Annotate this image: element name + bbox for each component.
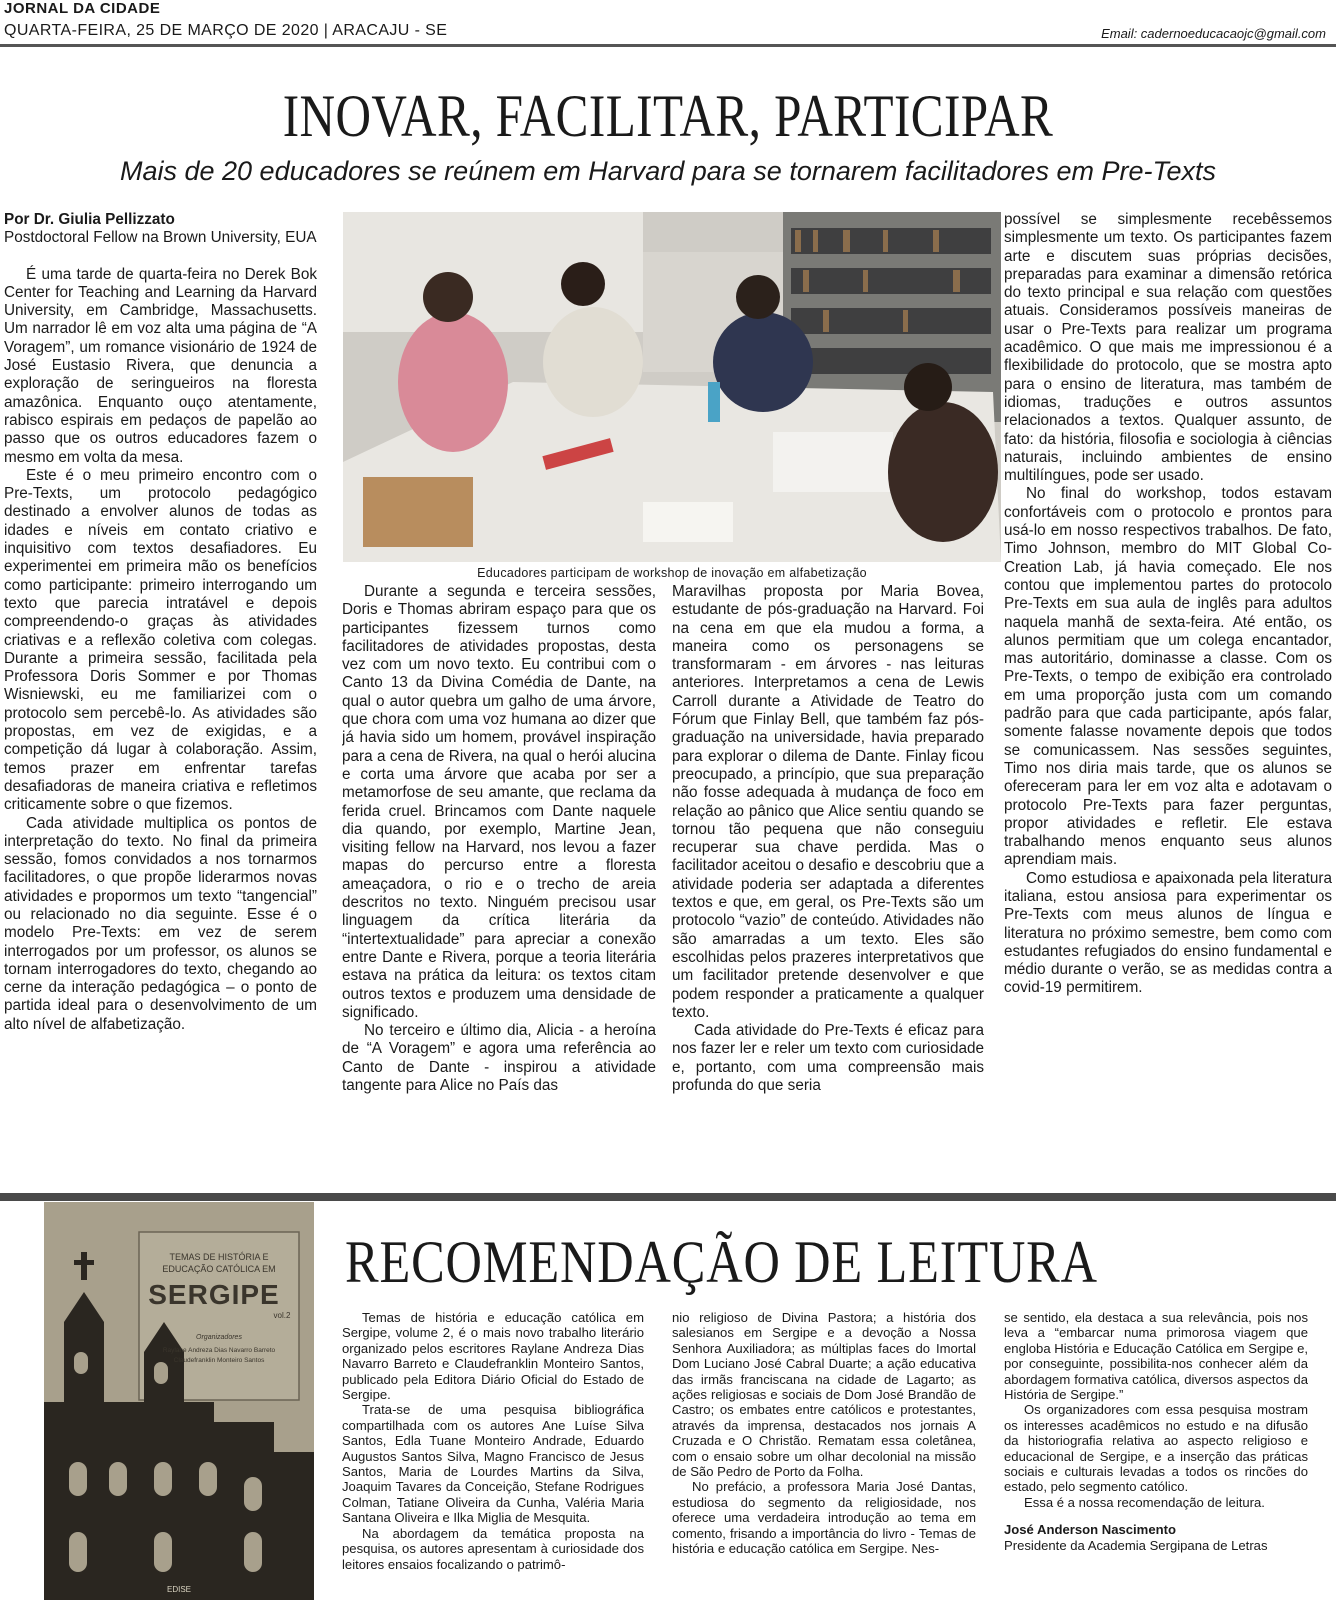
masthead-rule	[0, 44, 1336, 47]
book-volume: vol.2	[273, 1311, 291, 1320]
subheadline: Mais de 20 educadores se reúnem em Harvard para se tornarem facilitadores em Pre-Texts	[119, 156, 1216, 186]
book-organizer-1: Raylane Andreza Dias Navarro Barreto	[162, 1347, 276, 1354]
headline: INOVAR, FACILITAR, PARTICIPAR	[282, 83, 1054, 149]
signature-role: Presidente da Academia Sergipana de Letras	[1004, 1537, 1268, 1553]
paragraph: No terceiro e último dia, Alicia - a heroína de “A Voragem” e agora uma referência ao Canto de Dante - inspirou a atividade tangente para Alice no País das	[342, 1022, 656, 1095]
signature-name: José Anderson Nascimento	[1004, 1522, 1176, 1538]
newspaper-name: JORNAL DA CIDADE	[4, 0, 161, 17]
author-role: Postdoctoral Fellow na Brown University, EUA	[4, 229, 317, 247]
book-organizer-2: Claudefranklin Monteiro Santos	[173, 1357, 265, 1364]
paragraph: Cada atividade multiplica os pontos de interpretação do texto. No final da primeira sessão, fomos convidados a nos tornarmos facilitadores, o que propõe liderarmos novas atividades e propormos um texto “tangencial” ou relacionado no dia seguinte. Esse é o modelo Pre-Texts: em vez de serem interrogados por um professor, os alunos se tornam interrogadores do texto, chegando ao cerne da interação pedagógica – o ponto de partida ideal para o desenvolvimento de um alto nível de alfabetização.	[4, 814, 317, 1033]
paragraph: Como estudiosa e apaixonada pela literatura italiana, estou ansiosa para experimentar os Pre-Texts com meus alunos de língua e literatura no próximo semestre, bem como com estudantes refugiados do ensino fundamental e médio durante o verão, se as medidas contra a covid-19 permitirem.	[1004, 869, 1332, 997]
book-cover-illustration	[44, 1202, 314, 1600]
paragraph: É uma tarde de quarta-feira no Derek Bok Center for Teaching and Learning da Harvard University, em Cambridge, Massachusetts. Um narrador lê em voz alta uma página de “A Voragem”, um romance visionário de 1924 de José Eustasio Rivera, que denuncia a exploração de seringueiros na floresta amazônica. Enquanto ouço atentamente, rabisco espirais em pedaços de papelão ao passo que os outros educadores fazem o mesmo em volta da mesa.	[4, 265, 317, 466]
paragraph: No final do workshop, todos estavam confortáveis com o protocolo e prontos para usá-lo em nosso respectivos trabalhos. De fato, Timo Johnson, membro do MIT Global Co-Creation Lab, já havia começado. Ele nos contou que implementou partes do protocolo Pre-Texts em sua aula de inglês para adultos naquela manhã de sexta-feira. Até então, os alunos permitiam que um colega encantador, mas autoritário, dominasse a classe. Com os Pre-Texts, o tempo de exibição era controlado em uma proporção justa com um comando padrão para que cada participante, após falar, somente falasse novamente depois que todos se comunicassem. Nas sessões seguintes, Timo nos diria mais tarde, que os alunos se ofereceram para ler em voz alta e adotavam o protocolo Pre-Texts para fazer perguntas, propor atividades e refletir. Ele estava trabalhando menos enquanto seus alunos aprendiam mais.	[1004, 485, 1332, 869]
section-heading: RECOMENDAÇÃO DE LEITURA	[345, 1229, 1098, 1295]
article-column-3	[672, 583, 984, 1183]
paragraph: nio religioso de Divina Pastora; a história dos salesianos em Sergipe e a devoção a Nossa Senhora Auxiliadora; as múltiplas faces do Imortal Dom Luciano José Cabral Duarte; a ação educativa das irmãs franciscana na cidade de Lagarto; as ações religiosas e sociais de Dom José Brandão de Castro; os embates entre católicos e protestantes, através da imprensa, destacados nos jornais A Cruzada e O Christão. Rematam essa coletânea, com o ensaio sobre um olhar decolonial na missão de São Pedro de Porto da Folha.	[672, 1310, 976, 1480]
paragraph: Temas de história e educação católica em Sergipe, volume 2, é o mais novo trabalho literário organizado pelos escritores Raylane Andreza Dias Navarro Barreto e Claudefranklin Monteiro Santos, publicado pela Editora Diário Oficial do Estado de Sergipe.	[342, 1310, 644, 1403]
book-title-line-1: TEMAS DE HISTÓRIA E	[169, 1252, 269, 1262]
masthead	[0, 0, 1336, 50]
paragraph: Essa é a nossa recomendação de leitura.	[1024, 1494, 1265, 1510]
recommendation-column-1	[342, 1310, 644, 1600]
dateline: QUARTA-FEIRA, 25 DE MARÇO DE 2020 | ARACAJU - SE	[4, 22, 448, 39]
contact-email: Email: cadernoeducacaojc@gmail.com	[1101, 26, 1326, 41]
paragraph: Na abordagem da temática proposta na pesquisa, os autores apresentam à curiosidade dos leitores ensaios focalizando o patrimô-	[342, 1525, 644, 1572]
paragraph: No prefácio, a professora Maria José Dantas, estudiosa do segmento da religiosidade, nos oferece uma verdadeira introdução ao tema em comento, frisando a importância do livro - Temas de história e educação católica em Sergipe. Nes-	[672, 1479, 976, 1557]
book-publisher: EDISE	[166, 1585, 192, 1594]
recommendation-column-3	[1004, 1310, 1308, 1600]
paragraph: Trata-se de uma pesquisa bibliográfica compartilhada com os autores Ane Luíse Silva Santos, Edla Tuane Monteiro Andrade, Eduardo Augustos Santos Silva, Magno Francisco de Jesus Santos, Maria de Lourdes Martins da Silva, Joaquim Tavares da Conceição, Stefane Rodrigues Colman, Tatiane Oliveira da Cunha, Valéria Maria Santana Oliveira e Ilka Miglia de Mesquita.	[342, 1402, 644, 1526]
paragraph: Maravilhas proposta por Maria Bovea, estudante de pós-graduação na Harvard. Foi na cena em que ela mudou a forma, a maneira como os personagens se transformaram - em árvores - nas leituras anteriores. Interpretamos a cena de Lewis Carroll durante a Atividade de Teatro do Fórum que Finlay Bell, que também faz pós-graduação na universidade, havia preparado para explorar o dilema de Dante. Finlay ficou preocupado, a princípio, que sua preparação não fosse adequada à mudança de foco em relação ao pânico que Alice sentiu quando se tornou tão pequena que não conseguiu recuperar sua chave perdida. Mas o facilitador aceitou o desafio e descobriu que a atividade poderia ser adaptada a diferentes textos e que, em geral, os Pre-Texts são um protocolo “vazio” de conteúdo. Atividades não são amarradas a um texto. Eles são escolhidas pelos prazeres interpretativos que um facilitador pretende desenvolver e que podem responder a praticamente a qualquer texto.	[672, 583, 984, 1021]
paragraph: Os organizadores com essa pesquisa mostram os interesses acadêmicos no estudo e na difusão da historiografia relativa ao aspecto religioso e educacional de Sergipe, e a inserção das práticas sociais e culturais levadas a todos os rincões do estado, pelo segmento católico.	[1004, 1402, 1308, 1495]
workshop-photo	[343, 212, 1001, 562]
workshop-photo-illustration	[343, 212, 1001, 562]
section-divider	[0, 1193, 1336, 1201]
book-title-line-2: EDUCAÇÃO CATÓLICA EM	[162, 1264, 276, 1274]
book-title-big: SERGIPE	[148, 1279, 280, 1310]
photo-caption: Educadores participam de workshop de inovação em alfabetização	[477, 566, 867, 580]
article-column-4	[1004, 211, 1332, 1186]
paragraph: Este é o meu primeiro encontro com o Pre-Texts, um protocolo pedagógico destinado a envolver alunos de todas as idades e níveis em contato criativo e inquisitivo com textos desafiadores. Eu experimentei em primeira mão os benefícios como participante: primeiro interrogando um texto que parecia intratável e depois compreendendo-o graças às atividades criativas e a reflexão coletiva com colegas. Durante a primeira sessão, facilitada pela Professora Doris Sommer e por Thomas Wisniewski, eu me familiarizei com o protocolo sem percebê-lo. As atividades são propostas, em vez de exigidas, e a competição dá lugar à colaboração. Assim, temos prazer em enfrentar tarefas desafiadoras de maneira criativa e refletimos criticamente sobre o que fizemos.	[4, 466, 317, 814]
book-organizers-label: Organizadores	[196, 1334, 242, 1341]
paragraph: se sentido, ela destaca a sua relevância, pois nos leva a “embarcar numa primorosa viagem que engloba História e Educação Católica em Sergipe e, por conseguinte, possibilita-nos conhecer além da abordagem formativa católica, diversos aspectos da História de Sergipe.”	[1004, 1310, 1308, 1403]
article-column-1	[4, 211, 317, 1196]
book-cover-image	[44, 1202, 314, 1600]
paragraph: Cada atividade do Pre-Texts é eficaz para nos fazer ler e reler um texto com curiosidade e, portanto, com uma compreensão mais profunda do que seria	[672, 1022, 984, 1095]
recommendation-column-2	[672, 1310, 976, 1600]
paragraph: possível se simplesmente recebêssemos simplesmente um texto. Os participantes fazem arte e discutem suas próprias decisões, preparadas para examinar a dimensão retórica do texto principal e sua relação com questões atuais. Consideramos possíveis maneiras de usar o Pre-Texts para realizar um programa acadêmico. O que mais me impressionou é a flexibilidade do protocolo, que se mostra apto para o ensino de literatura, mas também de idiomas, traduções e outros assuntos relacionados a textos. Qualquer assunto, de fato: da história, filosofia e sociologia à ciências naturais, incluindo ambientes de ensino multilíngues, pode ser usado.	[1004, 211, 1332, 485]
byline: Por Dr. Giulia Pellizzato	[4, 211, 175, 228]
paragraph: Durante a segunda e terceira sessões, Doris e Thomas abriram espaço para que os participantes fizessem turnos como facilitadores de atividades propostas, desta vez com um novo texto. Eu contribui com o Canto 13 da Divina Comédia de Dante, na qual o autor quebra um galho de uma árvore, que chora com uma voz humana ao dizer que já havia sido um homem, provável inspiração para a cena de Rivera, na qual o herói alucina e corta uma árvore que acaba por ser a metamorfose de seu amante, que reclama da ferida cruel. Brincamos com Dante naquele dia quando, por exemplo, Martine Jean, visiting fellow na Harvard, nos levou a fazer mapas do percurso entre a floresta ameaçadora, o rio e o trecho de areia descritos no texto. Ninguém precisou usar linguagem da crítica literária da “intertextualidade” para apreciar a conexão entre Dante e Rivera, porque a teoria literária estava na prática da leitura: os textos citam outros textos e produzem uma densidade de significado.	[342, 583, 656, 1021]
article-column-2	[342, 583, 656, 1183]
